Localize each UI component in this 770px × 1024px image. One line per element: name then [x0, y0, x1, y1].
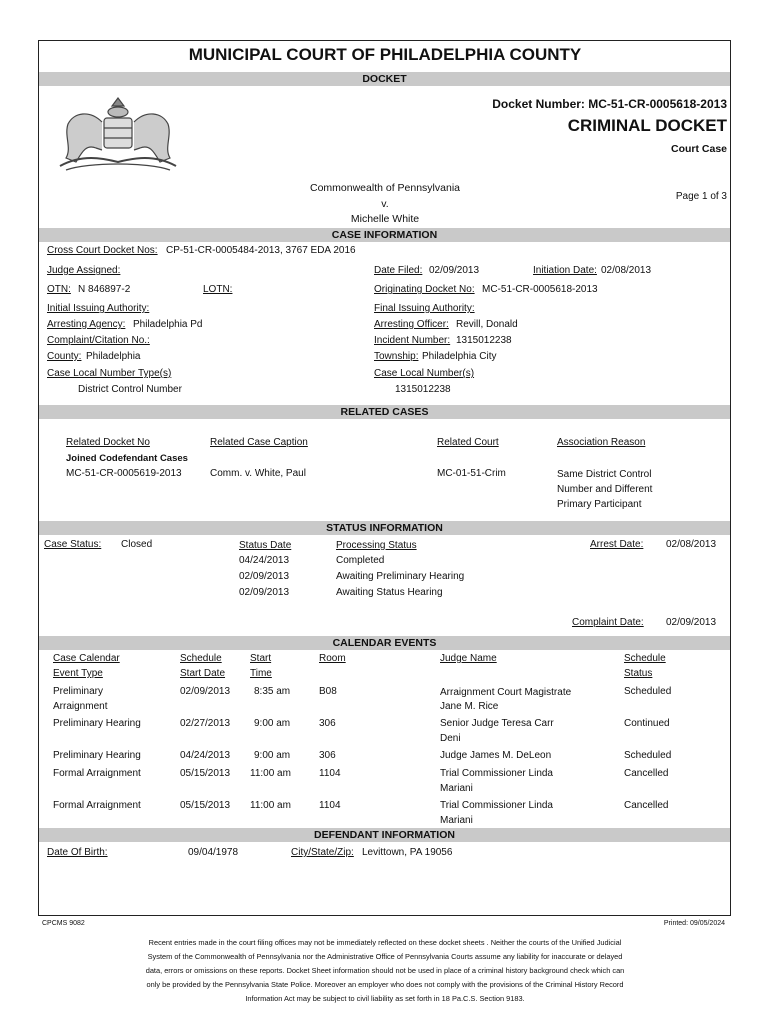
calendar-row-type: Preliminary Hearing	[53, 718, 141, 729]
calendar-row-room: 1104	[319, 768, 341, 779]
calendar-events-bar: CALENDAR EVENTS	[39, 636, 730, 650]
calendar-row-judge-cont: Jane M. Rice	[440, 701, 499, 712]
arrest-date-value: 02/08/2013	[666, 539, 717, 550]
calendar-schedule-header-2: Start Date	[180, 668, 226, 679]
related-caption-value: Comm. v. White, Paul	[210, 468, 306, 479]
calendar-row-time: 11:00 am	[250, 800, 291, 811]
page-indicator: Page 1 of 3	[675, 191, 727, 202]
local-number-type-label: Case Local Number Type(s)	[47, 368, 172, 379]
calendar-row-date: 05/15/2013	[180, 800, 231, 811]
status-row-date: 02/09/2013	[239, 587, 290, 598]
caption-line-3: Michelle White	[350, 213, 420, 225]
status-information-bar: STATUS INFORMATION	[39, 521, 730, 535]
calendar-status-header-1: Schedule	[624, 653, 666, 664]
initiation-date-value: 02/08/2013	[601, 265, 652, 276]
calendar-type-header-1: Case Calendar	[53, 653, 120, 664]
related-caption-header: Related Case Caption	[210, 437, 308, 448]
calendar-judge-header: Judge Name	[440, 653, 497, 664]
originating-docket-label: Originating Docket No:	[374, 284, 475, 295]
association-reason-line-3: Primary Participant	[557, 499, 642, 510]
city-state-zip-value: Levittown, PA 19056	[362, 847, 453, 858]
calendar-row-type: Formal Arraignment	[53, 800, 141, 811]
calendar-row-judge: Senior Judge Teresa Carr	[440, 718, 554, 729]
local-number-type-value: District Control Number	[78, 384, 182, 395]
caption-line-2: v.	[381, 198, 389, 210]
calendar-row-room: 1104	[319, 800, 341, 811]
related-docket-header: Related Docket No	[66, 437, 150, 448]
calendar-row-date: 05/15/2013	[180, 768, 231, 779]
disclaimer-line-5: Information Act may be subject to civil liability as set forth in 18 Pa.C.S. Section 9183.	[245, 994, 525, 1003]
calendar-row-status: Cancelled	[624, 800, 669, 811]
local-number-value: 1315012238	[395, 384, 451, 395]
related-docket-value: MC-51-CR-0005619-2013	[66, 468, 182, 479]
printed-date: Printed: 09/05/2024	[663, 920, 725, 927]
case-status-value: Closed	[121, 539, 153, 550]
related-cases-bar: RELATED CASES	[39, 405, 730, 419]
calendar-row-judge: Judge James M. DeLeon	[440, 750, 552, 761]
cross-docket-value: CP-51-CR-0005484-2013, 3767 EDA 2016	[166, 245, 356, 256]
status-row-status: Completed	[336, 555, 385, 566]
court-title: MUNICIPAL COURT OF PHILADELPHIA COUNTY	[188, 45, 582, 64]
calendar-row-status: Cancelled	[624, 768, 669, 779]
complaint-citation-label: Complaint/Citation No.:	[47, 335, 150, 346]
pennsylvania-seal-icon	[52, 92, 184, 174]
docket-bar: DOCKET	[39, 72, 730, 86]
related-court-header: Related Court	[437, 437, 499, 448]
calendar-row-type: Preliminary	[53, 686, 104, 697]
calendar-start-header-2: Time	[250, 668, 272, 679]
local-number-label: Case Local Number(s)	[374, 368, 475, 379]
disclaimer-line-4: only be provided by the Pennsylvania State Police. Moreover an employer who does not comply with the provisions of the Criminal History Record	[146, 980, 624, 989]
incident-number-label: Incident Number:	[374, 335, 451, 346]
defendant-information-bar: DEFENDANT INFORMATION	[39, 828, 730, 842]
dob-label: Date Of Birth:	[47, 847, 108, 858]
status-row-status: Awaiting Preliminary Hearing	[336, 571, 465, 582]
calendar-row-time: 8:35 am	[254, 686, 291, 697]
city-state-zip-label: City/State/Zip:	[291, 847, 354, 858]
calendar-row-judge: Trial Commissioner Linda	[440, 768, 553, 779]
status-row-status: Awaiting Status Hearing	[336, 587, 443, 598]
cross-docket-label: Cross Court Docket Nos:	[47, 245, 158, 256]
calendar-row-judge-cont: Mariani	[440, 783, 473, 794]
arresting-agency-label: Arresting Agency:	[47, 319, 126, 330]
dob-value: 09/04/1978	[188, 847, 239, 858]
arresting-officer-label: Arresting Officer:	[374, 319, 449, 330]
calendar-row-judge-cont: Deni	[440, 733, 461, 744]
calendar-row-judge-cont: Mariani	[440, 815, 473, 826]
arresting-officer-value: Revill, Donald	[456, 319, 518, 330]
related-group-label: Joined Codefendant Cases	[66, 453, 188, 464]
calendar-row-date: 04/24/2013	[180, 750, 231, 761]
disclaimer-line-2: System of the Commonwealth of Pennsylvania nor the Administrative Office of Pennsylvania Courts assume any liability for inaccurate or delayed	[147, 952, 623, 961]
calendar-row-status: Scheduled	[624, 686, 672, 697]
status-row-date: 04/24/2013	[239, 555, 290, 566]
lotn-label: LOTN:	[203, 284, 233, 295]
judge-assigned-label: Judge Assigned:	[47, 265, 121, 276]
calendar-room-header: Room	[319, 653, 346, 664]
county-value: Philadelphia	[86, 351, 141, 362]
calendar-row-status: Scheduled	[624, 750, 672, 761]
originating-docket-value: MC-51-CR-0005618-2013	[482, 284, 598, 295]
status-row-date: 02/09/2013	[239, 571, 290, 582]
case-information-bar: CASE INFORMATION	[39, 228, 730, 242]
initiation-date-label: Initiation Date:	[533, 265, 597, 276]
calendar-row-date: 02/27/2013	[180, 718, 231, 729]
case-kind: Court Case	[670, 143, 727, 155]
calendar-row-judge: Arraignment Court Magistrate	[440, 687, 572, 698]
form-id: CPCMS 9082	[42, 920, 85, 927]
arrest-date-label: Arrest Date:	[590, 539, 644, 550]
disclaimer-line-1: Recent entries made in the court filing offices may not be immediately reflected on these docket sheets . Neither the courts of the Unified Judicial	[148, 938, 622, 947]
related-court-value: MC-01-51-Crim	[437, 468, 506, 479]
calendar-row-judge: Trial Commissioner Linda	[440, 800, 553, 811]
calendar-row-room: 306	[319, 750, 336, 761]
status-date-header: Status Date	[239, 540, 292, 551]
calendar-row-type-cont: Arraignment	[53, 701, 108, 712]
docket-number: Docket Number: MC-51-CR-0005618-2013	[492, 97, 727, 111]
calendar-schedule-header-1: Schedule	[180, 653, 222, 664]
calendar-row-date: 02/09/2013	[180, 686, 231, 697]
otn-label: OTN:	[47, 284, 71, 295]
otn-value: N 846897-2	[78, 284, 131, 295]
calendar-row-room: 306	[319, 718, 336, 729]
association-reason-header: Association Reason	[557, 437, 646, 448]
calendar-row-type: Formal Arraignment	[53, 768, 141, 779]
date-filed-value: 02/09/2013	[429, 265, 480, 276]
association-reason-line-2: Number and Different	[557, 484, 653, 495]
processing-status-header: Processing Status	[336, 540, 417, 551]
caption-line-1: Commonwealth of Pennsylvania	[310, 182, 460, 194]
docket-type: CRIMINAL DOCKET	[567, 116, 727, 135]
arresting-agency-value: Philadelphia Pd	[133, 319, 203, 330]
initial-issuing-authority-label: Initial Issuing Authority:	[47, 303, 150, 314]
calendar-row-room: B08	[319, 686, 337, 697]
incident-number-value: 1315012238	[456, 335, 512, 346]
association-reason-line-1: Same District Control	[557, 469, 652, 480]
calendar-start-header-1: Start	[250, 653, 272, 664]
calendar-status-header-2: Status	[624, 668, 653, 679]
calendar-type-header-2: Event Type	[53, 668, 103, 679]
calendar-row-time: 9:00 am	[254, 718, 291, 729]
complaint-date-value: 02/09/2013	[666, 617, 717, 628]
complaint-date-label: Complaint Date:	[572, 617, 644, 628]
township-value: Philadelphia City	[422, 351, 497, 362]
township-label: Township:	[374, 351, 419, 362]
calendar-row-status: Continued	[624, 718, 670, 729]
date-filed-label: Date Filed:	[374, 265, 423, 276]
calendar-row-type: Preliminary Hearing	[53, 750, 141, 761]
calendar-row-time: 11:00 am	[250, 768, 291, 779]
case-status-label: Case Status:	[44, 539, 102, 550]
calendar-row-time: 9:00 am	[254, 750, 291, 761]
county-label: County:	[47, 351, 82, 362]
final-issuing-authority-label: Final Issuing Authority:	[374, 303, 475, 314]
disclaimer-line-3: data, errors or omissions on these reports. Docket Sheet information should not be used in place of a criminal history background check which can	[145, 966, 625, 975]
